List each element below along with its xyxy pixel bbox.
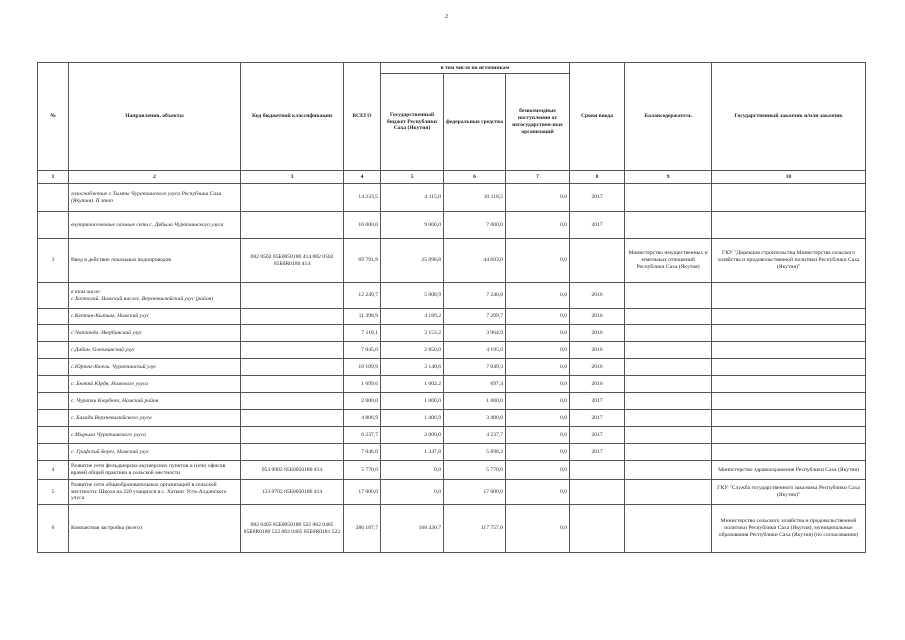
row-state-budget: 4 189,2 (381, 309, 444, 325)
row-budget-code (241, 427, 344, 444)
row-gratuitous: 0,0 (506, 212, 570, 239)
row-gratuitous: 0,0 (506, 342, 570, 359)
row-gratuitous: 0,0 (506, 393, 570, 410)
row-term (570, 239, 625, 283)
row-term (570, 505, 625, 553)
row-state-budget: 168 430,7 (381, 505, 444, 553)
header-customer: Государственный заказчик и/или заказчик (712, 63, 866, 171)
row-federal: 117 757,0 (444, 505, 506, 553)
header-sources-group: в том числе по источникам (381, 63, 570, 74)
table-row (38, 505, 866, 553)
row-federal: 7 000,0 (444, 212, 506, 239)
header-direction: Направления, объекты (69, 63, 241, 171)
row-customer (712, 212, 866, 239)
row-customer: ГКУ "Дирекция строительства Министерства сельского хозяйства и продовольственной политики Республики Саха (Якутия)" (712, 239, 866, 283)
row-state-budget: 5 008,9 (381, 283, 444, 309)
row-federal: 1 000,0 (444, 393, 506, 410)
row-holder (625, 505, 712, 553)
row-customer (712, 283, 866, 309)
table-row (38, 376, 866, 393)
table-row (38, 342, 866, 359)
table-row (38, 427, 866, 444)
row-name: с.Мырыла Чурапчинского улуса (69, 427, 241, 444)
row-total: 16 000,0 (344, 212, 381, 239)
row-gratuitous: 0,0 (506, 444, 570, 461)
row-budget-code: 054 0902 85Б0050180 414 (241, 461, 344, 480)
header-total: ВСЕГО (344, 63, 381, 171)
column-number: 6 (444, 171, 506, 184)
row-total: 17 000,0 (344, 480, 381, 505)
row-holder (625, 359, 712, 376)
row-holder (625, 342, 712, 359)
row-total: 12 249,7 (344, 283, 381, 309)
row-total: 286 187,7 (344, 505, 381, 553)
row-federal: 5 770,0 (444, 461, 506, 480)
row-state-budget: 2 000,0 (381, 427, 444, 444)
row-name: с.Юрюнг-Кюель. Чурапчинский улус (69, 359, 241, 376)
row-budget-code (241, 376, 344, 393)
row-term: 2017 (570, 444, 625, 461)
row-customer (712, 342, 866, 359)
row-budget-code (241, 359, 344, 376)
row-holder (625, 184, 712, 212)
table-row (38, 283, 866, 309)
column-number: 5 (381, 171, 444, 184)
row-number (38, 309, 69, 325)
row-total: 1 699,6 (344, 376, 381, 393)
row-federal: 4 237,7 (444, 427, 506, 444)
row-customer (712, 359, 866, 376)
row-customer: ГКУ "Служба государственного заказчика Республики Саха (Якутия)" (712, 480, 866, 505)
row-term: 2016 (570, 376, 625, 393)
row-number (38, 393, 69, 410)
row-holder (625, 393, 712, 410)
row-gratuitous: 0,0 (506, 239, 570, 283)
row-term: 2016 (570, 342, 625, 359)
row-budget-code (241, 410, 344, 427)
row-term: 2016 (570, 309, 625, 325)
row-state-budget: 0,0 (381, 480, 444, 505)
row-state-budget: 1 347,8 (381, 444, 444, 461)
row-name: Ввод в действие локальных водопроводов (69, 239, 241, 283)
investment-table (37, 62, 866, 553)
row-name: с. Бютяй Юрдя, Намского улуса (69, 376, 241, 393)
row-total: 10 189,9 (344, 359, 381, 376)
row-gratuitous: 0,0 (506, 376, 570, 393)
table-row (38, 239, 866, 283)
row-customer (712, 410, 866, 427)
page-number: 2 (445, 14, 448, 20)
row-customer (712, 184, 866, 212)
row-federal: 44 693,0 (444, 239, 506, 283)
row-federal: 17 000,0 (444, 480, 506, 505)
row-federal: 5 698,2 (444, 444, 506, 461)
row-budget-code (241, 309, 344, 325)
row-total: 14 233,5 (344, 184, 381, 212)
row-name: с. Графский Берег, Намский улус (69, 444, 241, 461)
row-budget-code (241, 325, 344, 342)
header-holder: Балансодержатель (625, 63, 712, 171)
row-name: с.Чаппанда. Нюрбинский улус (69, 325, 241, 342)
column-number: 10 (712, 171, 866, 184)
row-number (38, 325, 69, 342)
row-customer: Министерство здравоохранения Республики Саха (Якутия) (712, 461, 866, 480)
row-term: 2016 (570, 325, 625, 342)
row-total: 7 046,0 (344, 444, 381, 461)
table-row (38, 393, 866, 410)
row-name: с.Дабан. Олекминский улус (69, 342, 241, 359)
row-total: 7 118,1 (344, 325, 381, 342)
row-number: 3 (38, 239, 69, 283)
row-state-budget: 1 002,2 (381, 376, 444, 393)
row-number (38, 283, 69, 309)
row-state-budget: 3 153,2 (381, 325, 444, 342)
row-customer: Министерство сельского хозяйства и продовольственной политики Республики Саха (Якутия), муниципальные образования Республики Саха (Якутия) (по согласованию) (712, 505, 866, 553)
row-customer (712, 309, 866, 325)
row-name: внутрипоселковые газовые сети с. Дябыла Чурапчинского улуса (69, 212, 241, 239)
row-number (38, 359, 69, 376)
row-gratuitous: 0,0 (506, 461, 570, 480)
row-holder (625, 325, 712, 342)
row-name: в том числе: с.Хоптогай. Намский наслег. Верхневилюйский улус (район) (69, 283, 241, 309)
row-name: газоснабжение с.Тымпы Чурапчинского улуса Республики Саха (Якутия). II этап (69, 184, 241, 212)
row-customer (712, 376, 866, 393)
row-gratuitous: 0,0 (506, 325, 570, 342)
row-federal: 697,4 (444, 376, 506, 393)
row-budget-code: 082 0405 85Б0050180 522 082 0405 85Б0R0180 522 082 0405 85Б0R0181 522 (241, 505, 344, 553)
row-federal: 7 240,8 (444, 283, 506, 309)
column-number: 3 (241, 171, 344, 184)
row-term (570, 461, 625, 480)
row-total: 7 045,0 (344, 342, 381, 359)
row-number (38, 376, 69, 393)
row-customer (712, 427, 866, 444)
row-state-budget: 25 098,8 (381, 239, 444, 283)
row-holder (625, 444, 712, 461)
row-term: 2016 (570, 359, 625, 376)
row-name: с. Бахади Верхневилюйского улуса (69, 410, 241, 427)
row-holder (625, 309, 712, 325)
row-gratuitous: 0,0 (506, 184, 570, 212)
row-state-budget: 0,0 (381, 461, 444, 480)
row-federal: 3 964,9 (444, 325, 506, 342)
row-number: 5 (38, 480, 69, 505)
row-name: Развитие сети общеобразовательных организаций в сельской местности: Школа на 220 учащихся в с. Хатынг Усть-Алданского улуса (69, 480, 241, 505)
column-number: 8 (570, 171, 625, 184)
row-holder (625, 410, 712, 427)
row-budget-code: 082 0502 85Б0050180 414 082 0502 85Б0R0180 414 (241, 239, 344, 283)
row-federal: 7 049,3 (444, 359, 506, 376)
column-number-row (38, 171, 866, 184)
row-gratuitous: 0,0 (506, 309, 570, 325)
row-budget-code (241, 283, 344, 309)
row-customer (712, 325, 866, 342)
row-gratuitous: 0,0 (506, 427, 570, 444)
row-state-budget: 4 115,0 (381, 184, 444, 212)
row-budget-code: 133 0702 85Б0050180 414 (241, 480, 344, 505)
table-row (38, 410, 866, 427)
column-number: 9 (625, 171, 712, 184)
header-federal: федеральные средства (444, 74, 506, 171)
row-state-budget: 2 850,0 (381, 342, 444, 359)
row-holder (625, 480, 712, 505)
row-holder (625, 461, 712, 480)
row-name: с. Чурапчи Кюрбют, Намский район (69, 393, 241, 410)
table-row (38, 212, 866, 239)
row-holder (625, 376, 712, 393)
row-budget-code (241, 184, 344, 212)
column-number: 4 (344, 171, 381, 184)
row-holder (625, 212, 712, 239)
row-state-budget: 1 000,0 (381, 393, 444, 410)
row-customer (712, 444, 866, 461)
row-budget-code (241, 212, 344, 239)
row-term (570, 480, 625, 505)
row-term: 2017 (570, 410, 625, 427)
header-state-budget: Государственный бюджет Республики Саха (Якутия) (381, 74, 444, 171)
row-holder (625, 283, 712, 309)
row-gratuitous: 0,0 (506, 480, 570, 505)
row-term: 2017 (570, 212, 625, 239)
row-total: 4 806,9 (344, 410, 381, 427)
column-number: 7 (506, 171, 570, 184)
row-budget-code (241, 342, 344, 359)
header-budget-code: Код бюджетной классификации (241, 63, 344, 171)
row-gratuitous: 0,0 (506, 359, 570, 376)
row-number: 4 (38, 461, 69, 480)
row-gratuitous: 0,0 (506, 505, 570, 553)
row-holder (625, 427, 712, 444)
row-federal: 7 209,7 (444, 309, 506, 325)
row-budget-code (241, 444, 344, 461)
table-row (38, 359, 866, 376)
row-gratuitous: 0,0 (506, 283, 570, 309)
row-number (38, 342, 69, 359)
table-row (38, 325, 866, 342)
table-row (38, 444, 866, 461)
row-federal: 4 195,0 (444, 342, 506, 359)
row-term: 2017 (570, 427, 625, 444)
row-total: 69 791,8 (344, 239, 381, 283)
column-number: 1 (38, 171, 69, 184)
row-budget-code (241, 393, 344, 410)
row-number: 6 (38, 505, 69, 553)
row-federal: 3 400,0 (444, 410, 506, 427)
row-customer (712, 393, 866, 410)
row-total: 5 770,0 (344, 461, 381, 480)
table-row (38, 480, 866, 505)
row-number (38, 410, 69, 427)
row-name: Развитие сети фельдшерско-акушерских пунктов и (или) офисов врачей общей практики в сельской местности (69, 461, 241, 480)
row-federal: 10 118,5 (444, 184, 506, 212)
table-row (38, 309, 866, 325)
row-state-budget: 9 000,0 (381, 212, 444, 239)
row-number (38, 444, 69, 461)
row-state-budget: 3 140,6 (381, 359, 444, 376)
row-term: 2016 (570, 283, 625, 309)
row-holder: Министерство имущественных и земельных отношений Республики Саха (Якутия) (625, 239, 712, 283)
row-term: 2017 (570, 184, 625, 212)
row-total: 2 000,0 (344, 393, 381, 410)
row-gratuitous: 0,0 (506, 410, 570, 427)
row-name: Компактная застройка (всего) (69, 505, 241, 553)
header-gratuitous: безвозмездные поступления от негосударствен-ных организаций (506, 74, 570, 171)
row-total: 11 398,9 (344, 309, 381, 325)
row-name: с.Кептин-Кытыы, Намский улус (69, 309, 241, 325)
row-total: 6 237,7 (344, 427, 381, 444)
table-row (38, 184, 866, 212)
row-number (38, 212, 69, 239)
column-number: 2 (69, 171, 241, 184)
row-state-budget: 1 406,9 (381, 410, 444, 427)
row-term: 2017 (570, 393, 625, 410)
row-number (38, 427, 69, 444)
table-row (38, 461, 866, 480)
header-no: № (38, 63, 69, 171)
row-number (38, 184, 69, 212)
header-terms: Сроки ввода (570, 63, 625, 171)
